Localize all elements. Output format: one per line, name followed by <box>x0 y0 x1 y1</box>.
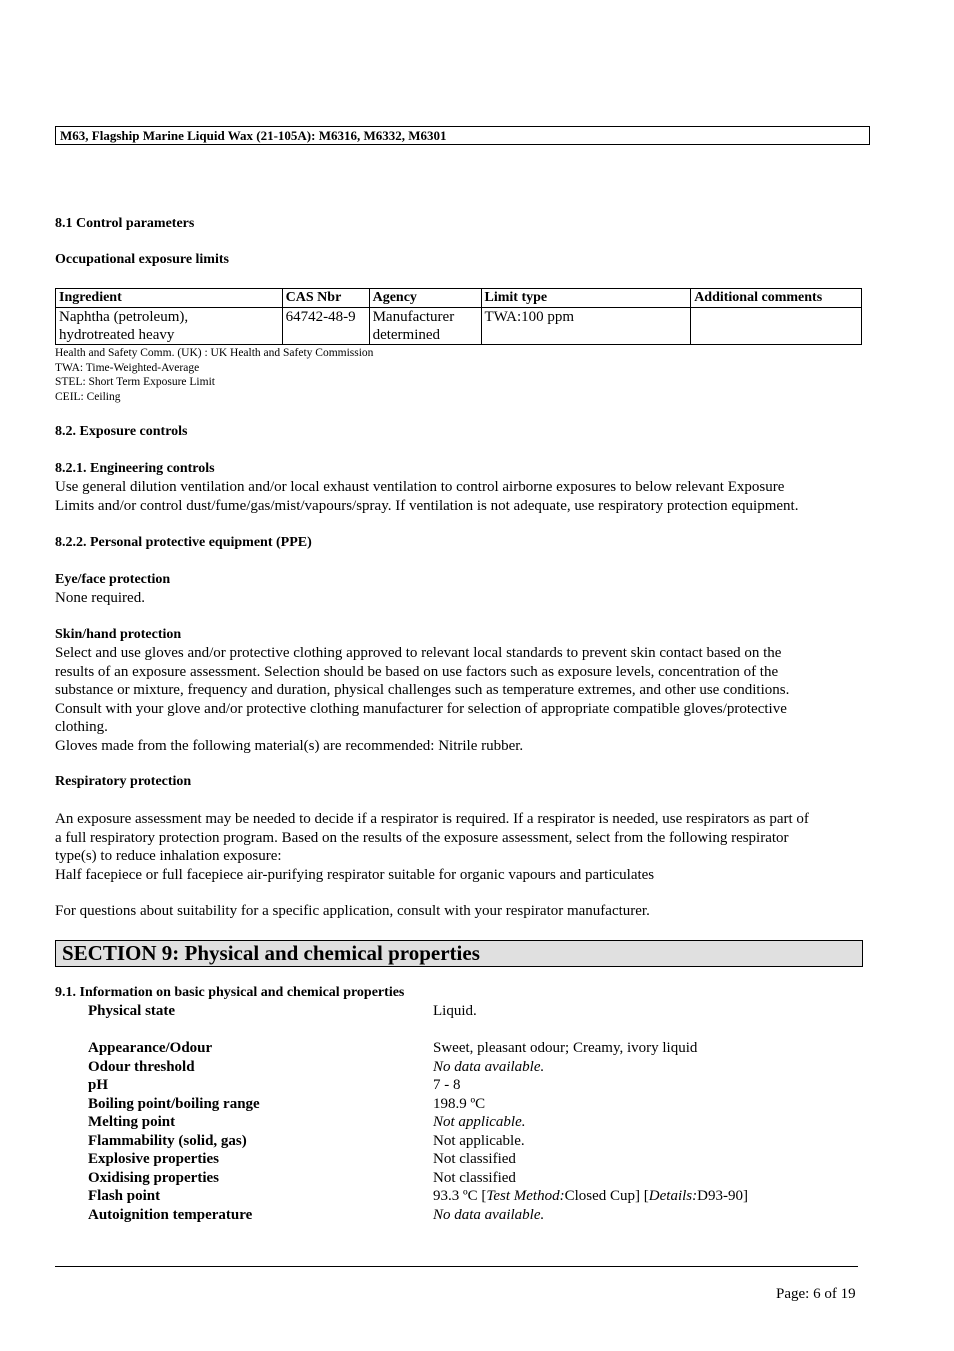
text-line: Limits and/or control dust/fume/gas/mist/vapours/spray. If ventilation is not adequate, use respiratory protection equipment. <box>55 497 799 514</box>
note-line: Health and Safety Comm. (UK) : UK Health and Safety Commission <box>55 347 374 359</box>
text-line: Half facepiece or full facepiece air-purifying respirator suitable for organic vapours and particulates <box>55 866 655 883</box>
test-method-label: Test Method: <box>486 1188 565 1204</box>
engineering-controls-heading: 8.2.1. Engineering controls <box>55 461 215 476</box>
agency-line: determined <box>372 327 441 343</box>
text-line: a full respiratory protection program. Based on the results of the exposure assessment, select from the following respirator <box>55 829 789 846</box>
property-label: pH <box>88 1077 109 1093</box>
col-cas: CAS Nbr <box>282 289 369 308</box>
col-comments: Additional comments <box>691 289 862 308</box>
flash-point-prefix: 93.3 ºC [ <box>433 1188 487 1204</box>
control-parameters-heading: 8.1 Control parameters <box>55 216 195 231</box>
col-ingredient: Ingredient <box>56 289 283 308</box>
cell-limit: TWA:100 ppm <box>481 308 691 345</box>
abbreviation-notes <box>55 346 373 404</box>
respiratory-final-note: For questions about suitability for a specific application, consult with your respirator manufacturer. <box>55 903 650 919</box>
flash-point-value <box>433 1187 748 1206</box>
text-line: Use general dilution ventilation and/or local exhaust ventilation to control airborne exposures to below relevant Exposure <box>55 479 785 495</box>
test-method-value: Closed Cup <box>564 1188 636 1204</box>
property-value: Liquid. <box>433 1003 477 1019</box>
section9-title-bar: SECTION 9: Physical and chemical properties <box>55 940 863 967</box>
text-line: substance or mixture, frequency and duration, physical challenges such as temperature extremes, and other use conditions. <box>55 682 790 698</box>
property-label: Boiling point/boiling range <box>88 1095 260 1112</box>
text-line: clothing. <box>55 719 108 735</box>
property-value: Not classified <box>433 1151 516 1167</box>
exposure-controls-heading: 8.2. Exposure controls <box>55 424 188 439</box>
oel-heading: Occupational exposure limits <box>55 252 229 267</box>
page-number: Page: 6 of 19 <box>776 1286 856 1302</box>
eye-protection-heading: Eye/face protection <box>55 572 171 587</box>
property-label: Oxidising properties <box>88 1169 219 1186</box>
note-line: STEL: Short Term Exposure Limit <box>55 376 215 389</box>
eye-protection-text: None required. <box>55 590 145 606</box>
table-row <box>56 308 862 345</box>
property-label: Physical state <box>88 1003 176 1019</box>
skin-protection-heading: Skin/hand protection <box>55 627 182 642</box>
property-value: Not applicable. <box>433 1132 525 1149</box>
respiratory-protection-text <box>55 810 809 884</box>
property-value: Sweet, pleasant odour; Creamy, ivory liquid <box>433 1040 698 1056</box>
property-label: Autoignition temperature <box>88 1206 253 1223</box>
ingredient-line: hydrotreated heavy <box>59 327 175 343</box>
table-header-row <box>56 289 862 308</box>
property-label: Odour threshold <box>88 1058 195 1075</box>
property-value: No data available. <box>433 1058 545 1075</box>
product-header: M63, Flagship Marine Liquid Wax (21-105A): M6316, M6332, M6301 <box>55 126 870 145</box>
ingredient-line: Naphtha (petroleum), <box>59 309 189 325</box>
property-label: Explosive properties <box>88 1151 219 1167</box>
property-label: Flash point <box>88 1188 161 1204</box>
text-line: type(s) to reduce inhalation exposure: <box>55 848 282 864</box>
footer-divider <box>55 1266 858 1267</box>
details-value: D93-90 <box>697 1188 743 1204</box>
property-label: Flammability (solid, gas) <box>88 1132 247 1149</box>
cell-comments <box>691 308 862 345</box>
text-line: Gloves made from the following material(s) are recommended: Nitrile rubber. <box>55 737 524 754</box>
cell-ingredient <box>56 308 283 345</box>
cell-agency <box>369 308 481 345</box>
text-line: An exposure assessment may be needed to decide if a respirator is required. If a respirator is needed, use respirators as part of <box>55 811 809 827</box>
cell-cas: 64742-48-9 <box>282 308 369 345</box>
col-limit-type: Limit type <box>481 289 691 308</box>
property-value: No data available. <box>433 1206 545 1223</box>
property-label: Appearance/Odour <box>88 1040 213 1056</box>
col-agency: Agency <box>369 289 481 308</box>
note-line: CEIL: Ceiling <box>55 390 121 403</box>
skin-protection-text <box>55 644 789 755</box>
flash-point-suffix: ] <box>742 1188 748 1204</box>
property-value: Not classified <box>433 1169 516 1186</box>
details-label: Details: <box>648 1188 698 1204</box>
text-line: Select and use gloves and/or protective clothing approved to relevant local standards to prevent skin contact based on the <box>55 645 782 661</box>
respiratory-protection-heading: Respiratory protection <box>55 774 192 789</box>
agency-line: Manufacturer <box>372 309 455 325</box>
property-value: 198.9 ºC <box>433 1095 486 1112</box>
property-value: Not applicable. <box>433 1114 526 1130</box>
exposure-limits-table <box>55 288 862 345</box>
physical-properties-heading: 9.1. Information on basic physical and chemical properties <box>55 985 405 1000</box>
note-line: TWA: Time-Weighted-Average <box>55 361 200 374</box>
property-value: 7 - 8 <box>433 1077 461 1093</box>
text-line: Consult with your glove and/or protective clothing manufacturer for selection of appropriate compatible gloves/protective <box>55 700 787 717</box>
ppe-heading: 8.2.2. Personal protective equipment (PPE) <box>55 535 312 550</box>
engineering-controls-text <box>55 478 798 515</box>
text-line: results of an exposure assessment. Selection should be based on use factors such as exposure levels, concentration of the <box>55 663 779 680</box>
flash-point-separator: ] [ <box>635 1188 649 1204</box>
property-label: Melting point <box>88 1114 176 1130</box>
